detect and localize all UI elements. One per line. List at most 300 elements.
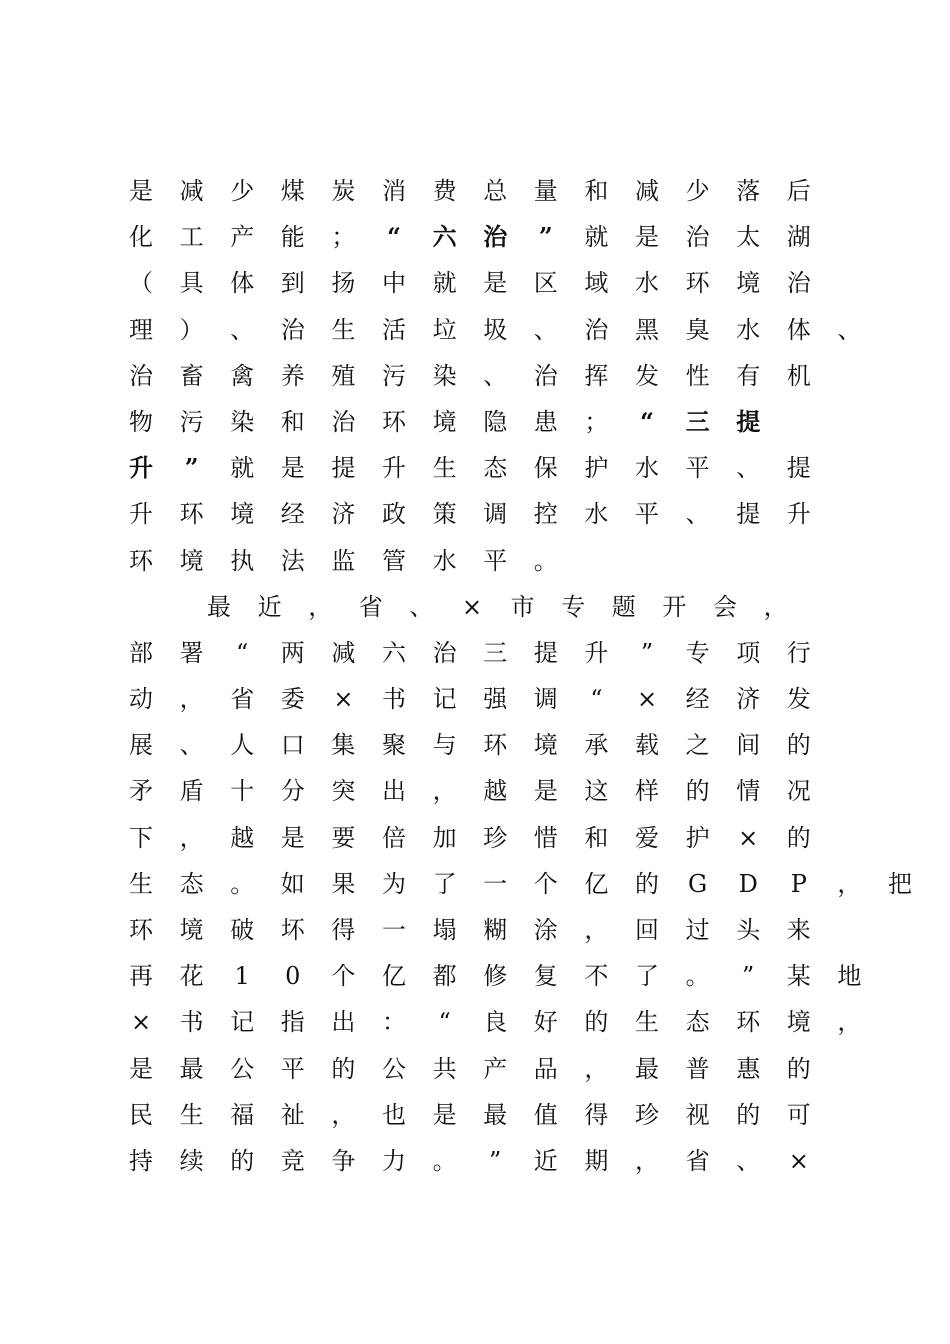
- char: 部: [129, 638, 153, 667]
- char: 动: [129, 685, 153, 714]
- char: 治: [786, 269, 811, 298]
- char: 总: [483, 177, 508, 205]
- char: 护: [685, 823, 710, 852]
- char: 委: [280, 685, 305, 714]
- char: 扬: [331, 269, 356, 298]
- char: 的: [786, 1054, 811, 1083]
- char: 生: [432, 454, 457, 483]
- char: 环: [483, 731, 508, 760]
- char: ，: [837, 1008, 862, 1037]
- char: 、: [736, 1146, 761, 1175]
- char: 的: [736, 1100, 761, 1129]
- char: 平: [635, 500, 659, 529]
- char: 煤: [280, 177, 305, 205]
- char: 减: [331, 638, 356, 667]
- char: 、: [837, 315, 862, 344]
- char: 体: [230, 269, 255, 298]
- char: 争: [331, 1146, 356, 1175]
- bold-char: 三: [685, 406, 710, 436]
- char: 境: [432, 407, 457, 436]
- char: 展: [129, 731, 153, 760]
- char: ，: [308, 592, 333, 621]
- char: 到: [280, 269, 305, 298]
- char: 项: [736, 638, 761, 667]
- text-line: [128, 353, 828, 399]
- char: 养: [280, 361, 305, 390]
- char: 。: [432, 1146, 457, 1175]
- char: 体: [786, 315, 811, 344]
- char: 提: [331, 454, 356, 483]
- char: 治: [533, 361, 558, 390]
- char: 政: [382, 500, 406, 529]
- char: 化: [129, 223, 153, 252]
- char: 出: [382, 777, 406, 806]
- char: 境: [179, 546, 204, 575]
- char: 患: [533, 407, 558, 436]
- char: 。: [685, 962, 710, 991]
- char: 的: [230, 1146, 255, 1175]
- text-line: [128, 1092, 828, 1138]
- bold-char: 提: [736, 406, 761, 436]
- char: 载: [635, 731, 659, 760]
- char: 和: [280, 407, 305, 436]
- char: 祉: [280, 1100, 305, 1129]
- char: 个: [533, 869, 558, 898]
- char: 竞: [280, 1146, 305, 1175]
- char: 续: [179, 1146, 204, 1175]
- char: 治: [584, 315, 609, 344]
- char: 近: [533, 1146, 558, 1175]
- char: （: [129, 269, 153, 298]
- char: 能: [280, 223, 305, 252]
- char: 可: [786, 1100, 811, 1129]
- char: 值: [533, 1100, 558, 1129]
- char: 境: [230, 500, 255, 529]
- text-line: [128, 861, 912, 907]
- char: 境: [736, 269, 761, 298]
- char: 济: [331, 500, 356, 529]
- char: 的: [635, 869, 659, 898]
- char: 糊: [483, 916, 508, 944]
- text-line: [128, 168, 828, 214]
- char: ，: [179, 823, 204, 852]
- char: 治: [129, 361, 153, 390]
- char: 升: [129, 500, 153, 529]
- char: 加: [432, 823, 457, 852]
- char: 这: [584, 777, 609, 806]
- char: 会: [713, 592, 737, 621]
- char: 聚: [382, 731, 406, 760]
- char: 都: [432, 962, 457, 991]
- char: 与: [432, 731, 457, 760]
- char: 再: [129, 962, 153, 991]
- char: P: [790, 869, 807, 898]
- char: 一: [382, 916, 406, 944]
- char: 越: [230, 823, 255, 852]
- text-line: [128, 445, 828, 491]
- char: 活: [382, 315, 406, 344]
- char: ，: [635, 1146, 659, 1175]
- bold-char: ”: [184, 453, 199, 483]
- char: 市: [510, 592, 535, 621]
- char: 间: [736, 731, 761, 760]
- char: 策: [432, 500, 457, 529]
- char: 性: [685, 361, 710, 390]
- char: 两: [280, 638, 305, 667]
- char: 和: [584, 177, 609, 205]
- char: 隐: [483, 407, 508, 436]
- char: 染: [230, 407, 255, 436]
- char: ，: [837, 869, 862, 898]
- char: 。: [533, 546, 558, 575]
- char: 生: [331, 315, 356, 344]
- char: 题: [611, 592, 636, 621]
- char: 监: [331, 546, 356, 575]
- char: 1: [234, 962, 250, 991]
- char: 升: [584, 638, 609, 667]
- char: 书: [179, 1008, 204, 1037]
- char: 头: [736, 916, 761, 944]
- char: 平: [685, 454, 710, 483]
- char: ×: [738, 823, 759, 852]
- char: 下: [129, 823, 153, 852]
- char: “: [590, 685, 603, 714]
- char: 署: [179, 638, 204, 667]
- char: 了: [635, 962, 659, 991]
- char: 矛: [129, 777, 153, 806]
- char: 来: [786, 916, 811, 944]
- char: 某: [786, 962, 811, 991]
- char: 是: [129, 1054, 153, 1083]
- char: ，: [584, 1054, 609, 1083]
- char: 行: [786, 638, 811, 667]
- text-line: [128, 676, 828, 722]
- char: 最: [207, 592, 231, 621]
- char: 禽: [230, 361, 255, 390]
- char: 发: [635, 361, 659, 390]
- char: 承: [584, 731, 609, 760]
- char: 落: [736, 177, 761, 205]
- bold-char: “: [640, 406, 654, 436]
- char: 生: [635, 1008, 659, 1037]
- char: 个: [331, 962, 356, 991]
- char: 过: [685, 916, 710, 944]
- char: 消: [382, 177, 406, 205]
- char: 平: [280, 1054, 305, 1083]
- char: ×: [788, 1146, 809, 1175]
- char: ×: [636, 685, 658, 714]
- char: 珍: [635, 1100, 659, 1129]
- char: 最: [635, 1054, 659, 1083]
- char: 环: [129, 546, 153, 575]
- char: 省: [230, 685, 255, 714]
- char: 法: [280, 546, 305, 575]
- char: 减: [635, 177, 659, 205]
- char: 的: [331, 1054, 356, 1083]
- char: 开: [662, 592, 687, 621]
- char: ；: [584, 407, 609, 436]
- text-line: [128, 999, 862, 1045]
- char: 不: [584, 962, 609, 991]
- char: 黑: [635, 315, 659, 344]
- char: ×: [461, 592, 483, 621]
- char: 果: [331, 869, 356, 898]
- char: 治: [280, 315, 305, 344]
- char: 量: [533, 177, 558, 205]
- char: “: [438, 1008, 451, 1037]
- char: 经: [685, 685, 710, 714]
- char: 普: [685, 1054, 710, 1083]
- char: 省: [358, 592, 383, 621]
- char: 复: [533, 962, 558, 991]
- char: 炭: [331, 177, 356, 205]
- bold-char: 六: [432, 222, 457, 252]
- char: 治: [685, 223, 710, 252]
- char: ×: [130, 1008, 152, 1037]
- char: 珍: [483, 823, 508, 852]
- char: 好: [533, 1008, 558, 1037]
- char: 理: [129, 315, 153, 344]
- char: 治: [432, 638, 457, 667]
- char: 平: [483, 546, 508, 575]
- char: ”: [489, 1146, 502, 1175]
- char: 是: [483, 269, 508, 298]
- text-line: [128, 768, 828, 814]
- char: 三: [483, 638, 508, 667]
- char: 越: [483, 777, 508, 806]
- char: 区: [533, 269, 558, 298]
- char: 是: [280, 823, 305, 852]
- char: 环: [129, 916, 153, 944]
- char: 是: [635, 223, 659, 252]
- char: 管: [382, 546, 406, 575]
- char: 民: [129, 1100, 153, 1129]
- char: 水: [635, 454, 659, 483]
- char: 护: [584, 454, 609, 483]
- char: 提: [786, 454, 811, 483]
- char: 垃: [432, 315, 457, 344]
- char: 专: [561, 592, 586, 621]
- char: 就: [432, 269, 457, 298]
- char: 挥: [584, 361, 609, 390]
- text-line: [128, 630, 828, 676]
- document-body: [128, 168, 912, 1184]
- char: 情: [736, 777, 761, 806]
- char: 环: [736, 1008, 761, 1037]
- char: 六: [382, 638, 406, 667]
- char: 如: [280, 869, 305, 898]
- char: 爱: [635, 823, 659, 852]
- char: ：: [382, 1008, 406, 1037]
- char: 分: [280, 777, 305, 806]
- char: 近: [257, 592, 282, 621]
- char: 态: [685, 1008, 710, 1037]
- char: 强: [483, 685, 508, 714]
- char: 执: [230, 546, 255, 575]
- char: 水: [635, 269, 659, 298]
- text-line: [128, 538, 828, 584]
- char: 中: [382, 269, 406, 298]
- char: ，: [584, 916, 609, 944]
- char: 。: [230, 869, 255, 898]
- char: 、: [685, 500, 710, 529]
- char: 突: [331, 777, 356, 806]
- char: 集: [331, 731, 356, 760]
- bold-char: “: [387, 222, 401, 252]
- char: G: [688, 869, 708, 898]
- char: 最: [179, 1054, 204, 1083]
- char: 回: [635, 916, 659, 944]
- char: 境: [179, 916, 204, 944]
- char: 坏: [280, 916, 305, 944]
- char: ，: [331, 1100, 356, 1129]
- char: 最: [483, 1100, 508, 1129]
- char: 物: [129, 407, 153, 436]
- char: 湖: [786, 223, 811, 252]
- char: 臭: [685, 315, 710, 344]
- char: ，: [432, 777, 457, 806]
- char: 产: [483, 1054, 508, 1083]
- char: 就: [230, 454, 255, 483]
- char: 亿: [382, 962, 406, 991]
- bold-char: 升: [129, 453, 153, 483]
- char: 提: [736, 500, 761, 529]
- char: 控: [533, 500, 558, 529]
- char: 良: [483, 1008, 508, 1037]
- char: 产: [230, 223, 255, 252]
- char: ×: [333, 685, 354, 714]
- text-line: [128, 260, 828, 306]
- char: 生: [129, 869, 153, 898]
- char: 机: [786, 361, 811, 390]
- char: 之: [685, 731, 710, 760]
- char: 样: [635, 777, 659, 806]
- char: 况: [786, 777, 811, 806]
- char: 书: [382, 685, 406, 714]
- char: 涂: [533, 916, 558, 944]
- char: 境: [786, 1008, 811, 1037]
- char: 就: [584, 223, 609, 252]
- char: 倍: [382, 823, 406, 852]
- char: 少: [230, 177, 255, 205]
- char: 的: [786, 823, 811, 852]
- char: 态: [179, 869, 204, 898]
- char: 得: [584, 1100, 609, 1129]
- text-line: [128, 399, 828, 445]
- char: 、: [483, 361, 508, 390]
- char: 期: [584, 1146, 609, 1175]
- char: 是: [280, 454, 305, 483]
- char: 有: [736, 361, 761, 390]
- char: 品: [533, 1054, 558, 1083]
- char: 生: [179, 1100, 204, 1129]
- bold-char: ”: [538, 222, 553, 252]
- char: 要: [331, 823, 356, 852]
- char: 专: [685, 638, 710, 667]
- char: 修: [483, 962, 508, 991]
- char: 费: [432, 177, 457, 205]
- char: 是: [129, 177, 153, 205]
- bold-char: 治: [483, 222, 508, 252]
- text-line: [128, 953, 862, 999]
- char: ”: [742, 962, 755, 991]
- char: 记: [432, 685, 457, 714]
- char: 出: [331, 1008, 356, 1037]
- char: 的: [786, 731, 811, 760]
- char: 的: [685, 777, 710, 806]
- char: 和: [584, 823, 609, 852]
- char: 花: [179, 962, 204, 991]
- char: 、: [533, 315, 558, 344]
- char: 为: [382, 869, 406, 898]
- char: 经: [280, 500, 305, 529]
- char: “: [236, 638, 249, 667]
- char: 了: [432, 869, 457, 898]
- char: 水: [432, 546, 457, 575]
- char: 惠: [736, 1054, 761, 1083]
- text-line: [128, 491, 828, 537]
- char: 少: [685, 177, 710, 205]
- char: 口: [280, 731, 305, 760]
- char: 升: [382, 454, 406, 483]
- char: 染: [432, 361, 457, 390]
- char: ”: [640, 638, 654, 667]
- char: 记: [230, 1008, 255, 1037]
- char: 十: [230, 777, 255, 806]
- char: 盾: [179, 777, 204, 806]
- char: 、: [230, 315, 255, 344]
- text-line: [128, 1138, 828, 1184]
- char: D: [738, 869, 758, 898]
- char: 惜: [533, 823, 558, 852]
- text-line: [128, 1046, 828, 1092]
- char: 治: [331, 407, 356, 436]
- char: 升: [786, 500, 811, 529]
- char: ；: [331, 223, 356, 252]
- char: 一: [483, 869, 508, 898]
- char: 、: [409, 592, 434, 621]
- char: 破: [230, 916, 255, 944]
- char: 指: [280, 1008, 305, 1037]
- char: 、: [179, 731, 204, 760]
- char: 地: [837, 962, 862, 991]
- char: 亿: [584, 869, 609, 898]
- char: ，: [179, 685, 204, 714]
- char: 圾: [483, 315, 508, 344]
- char: 污: [382, 361, 406, 390]
- char: 具: [179, 269, 204, 298]
- char: 水: [736, 315, 761, 344]
- char: 污: [179, 407, 204, 436]
- char: 发: [786, 685, 811, 714]
- char: 后: [786, 177, 811, 205]
- char: 调: [483, 500, 508, 529]
- char: 力: [382, 1146, 406, 1175]
- char: 0: [285, 962, 301, 991]
- char: 共: [432, 1054, 457, 1083]
- char: 省: [685, 1146, 710, 1175]
- char: 畜: [179, 361, 204, 390]
- char: 福: [230, 1100, 255, 1129]
- char: 水: [584, 500, 609, 529]
- char: 得: [331, 916, 356, 944]
- char: 公: [230, 1054, 255, 1083]
- text-line: [128, 815, 828, 861]
- paragraph-first-line: [128, 584, 828, 630]
- char: 环: [382, 407, 406, 436]
- char: 调: [533, 685, 558, 714]
- char: 把: [888, 869, 912, 898]
